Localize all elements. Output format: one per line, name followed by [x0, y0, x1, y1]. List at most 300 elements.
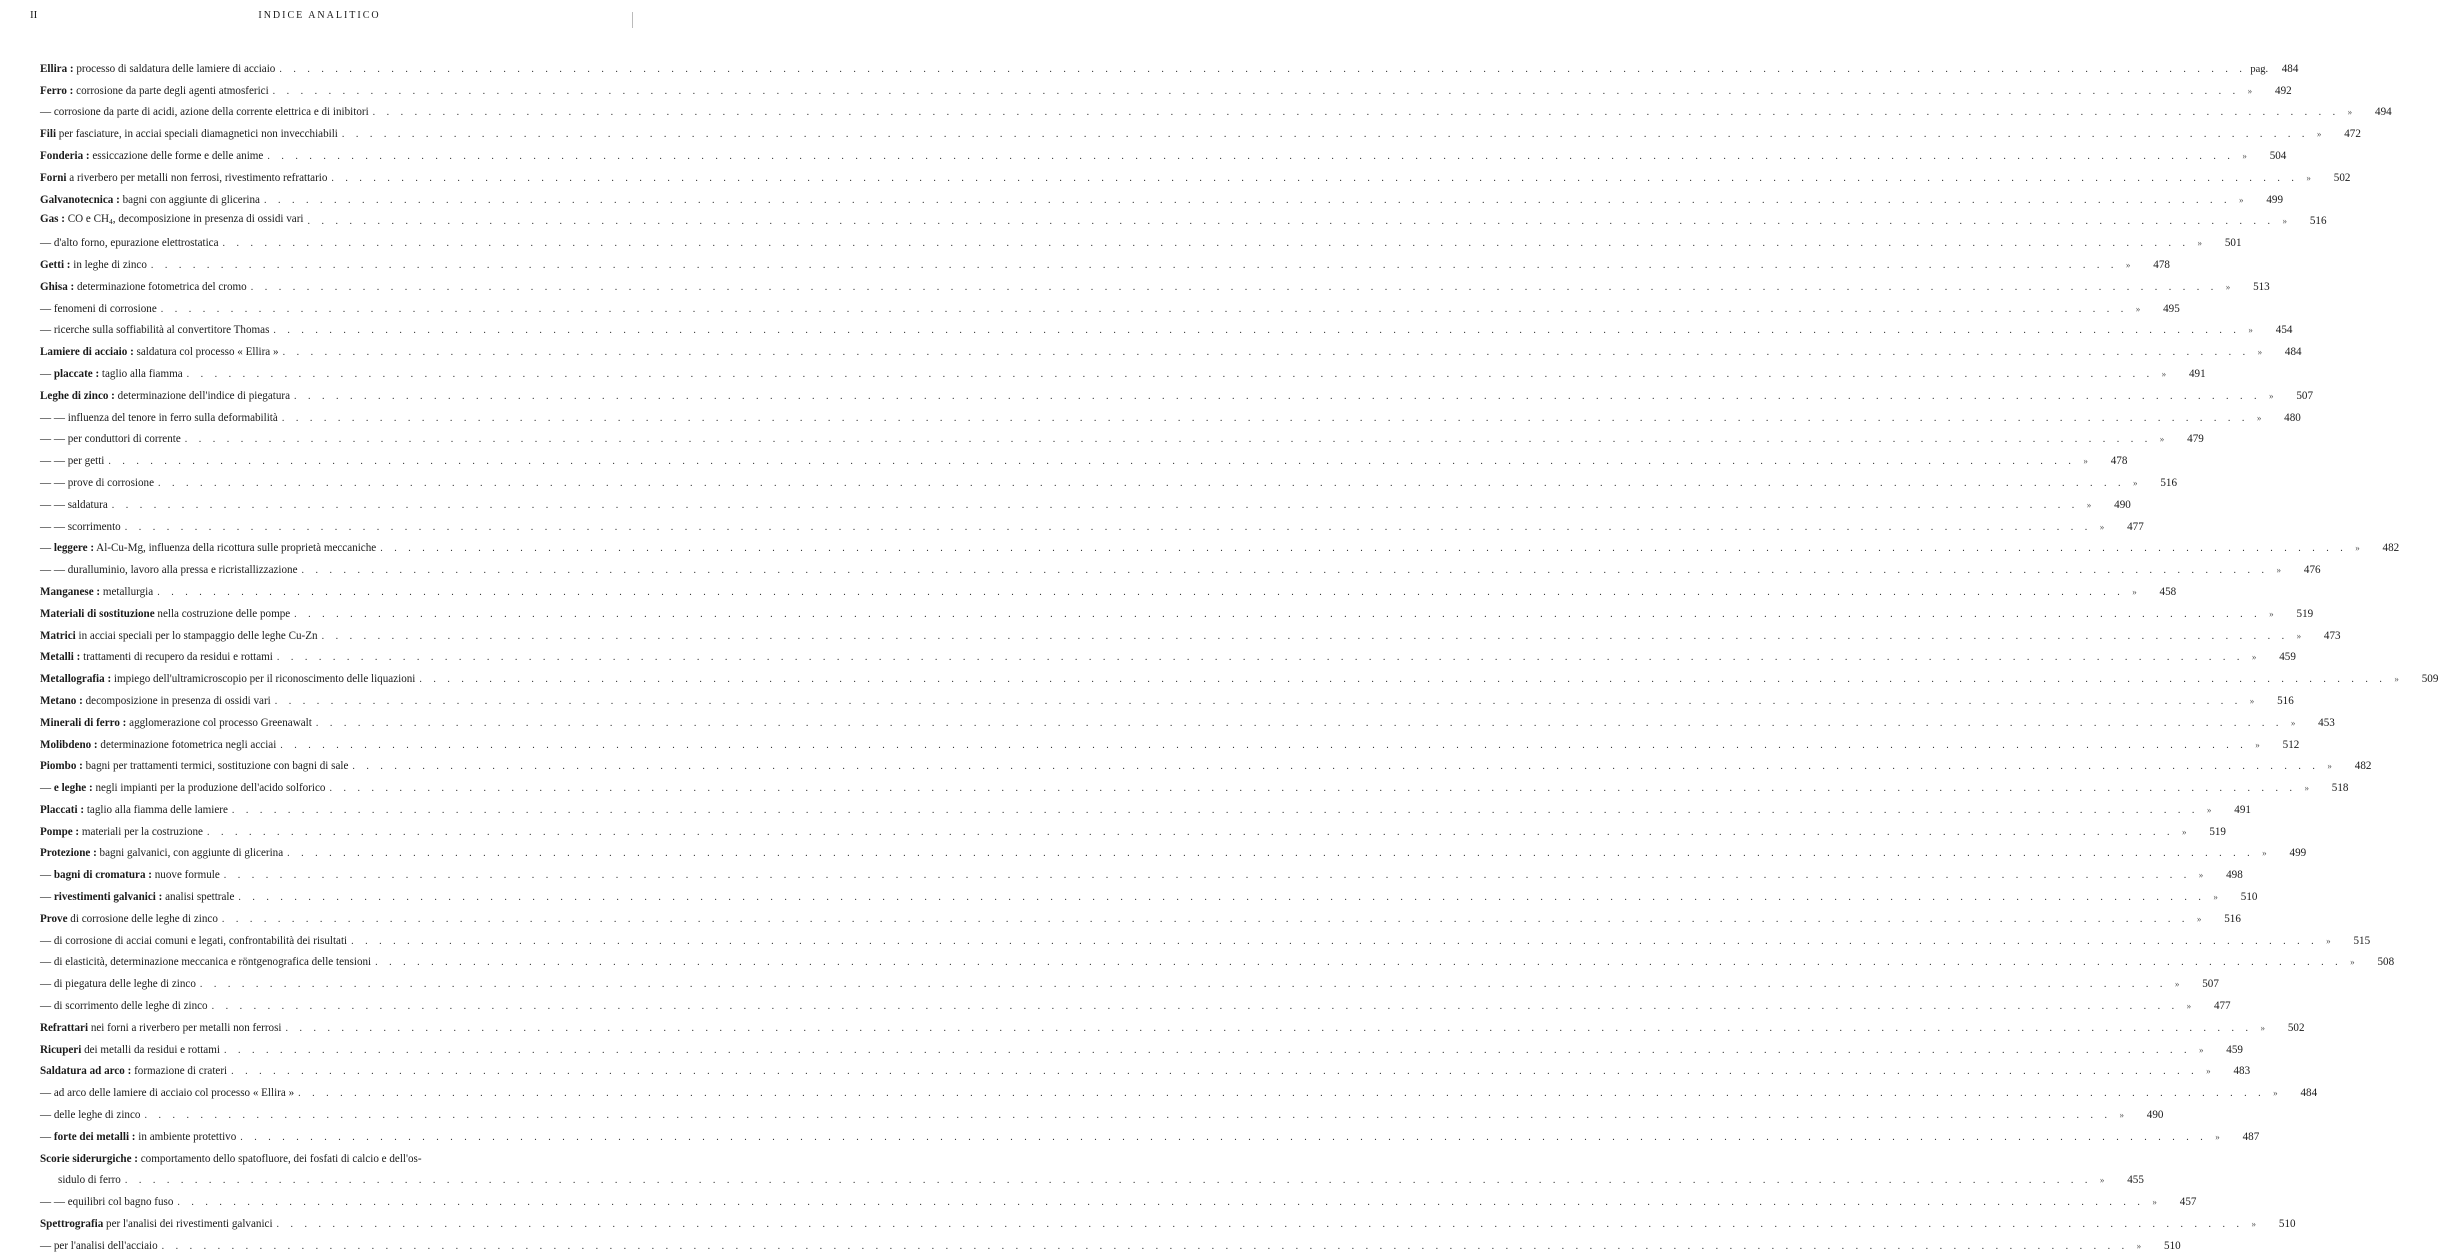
- entry-description: materiali per la costruzione: [79, 825, 203, 838]
- page-number-ref: 472: [2344, 128, 2361, 141]
- entry-description: a riverbero per metalli non ferrosi, rivestimento refrattario: [66, 171, 328, 184]
- entry-text: [40, 477, 154, 490]
- page-number-ref: 477: [2213, 1000, 2231, 1013]
- entry-description: sidulo di ferro: [58, 1174, 121, 1187]
- index-entry: [40, 294, 2180, 316]
- ditto-mark: »: [2132, 586, 2137, 597]
- ditto-mark: »: [2304, 783, 2309, 794]
- index-entry: [40, 664, 2438, 686]
- index-entry: [40, 839, 2307, 861]
- entry-description: — — saldatura: [40, 498, 108, 511]
- leader-dots: [108, 455, 2075, 468]
- index-entry: [40, 1144, 610, 1166]
- page-reference: [2079, 455, 2127, 468]
- entry-term: Minerali di ferro :: [40, 716, 127, 729]
- page-number-ref: 498: [2226, 869, 2243, 882]
- page-number-ref: 509: [2421, 673, 2438, 686]
- leader-dots: [177, 1196, 2144, 1209]
- index-entry: [40, 1187, 2197, 1209]
- leader-dots: [267, 150, 2234, 163]
- entry-text: [40, 1196, 173, 1209]
- entry-description-cont: , decomposizione in presenza di ossidi vari: [112, 213, 304, 226]
- entry-term: Scorie siderurgiche :: [40, 1152, 138, 1165]
- page-number-ref: 490: [2146, 1109, 2164, 1122]
- page-number-ref: 478: [2110, 455, 2128, 468]
- index-entry: [40, 882, 2258, 904]
- page-reference: [2096, 521, 2144, 534]
- entry-description: nuove formule: [151, 869, 220, 882]
- index-entry: [40, 599, 2314, 621]
- page-number-ref: 483: [2233, 1065, 2251, 1078]
- entry-term: forte dei metalli :: [53, 1130, 136, 1143]
- entry-description: — fenomeni di corrosione: [40, 302, 157, 315]
- entry-description: per l'analisi dei rivestimenti galvanici: [103, 1218, 273, 1231]
- entry-text: [40, 935, 347, 948]
- page-number-ref: 510: [2278, 1218, 2296, 1231]
- page-number-ref: 454: [2275, 324, 2293, 337]
- page-reference: [2248, 651, 2296, 664]
- entry-description: — di scorrimento delle leghe di zinco: [40, 1000, 208, 1013]
- entry-description: nella costruzione delle pompe: [154, 607, 291, 620]
- page-reference: [2254, 346, 2302, 359]
- entry-text: [40, 390, 290, 403]
- leader-dots: [351, 935, 2318, 948]
- index-entry: [40, 708, 2335, 730]
- entry-term: placcate :: [53, 367, 100, 380]
- leader-dots: [224, 869, 2191, 882]
- page-number-ref: 477: [2127, 520, 2144, 533]
- leader-dots: [308, 215, 2275, 228]
- index-entry: [40, 381, 2314, 403]
- entry-text: [40, 956, 371, 969]
- page-number-ref: 519: [2209, 825, 2226, 838]
- index-entry: [40, 1078, 2318, 1100]
- index-entry: [40, 752, 2372, 774]
- entry-term: Metalli :: [40, 651, 81, 664]
- entry-term: Refrattari: [40, 1021, 89, 1034]
- ditto-mark: »: [2197, 238, 2203, 249]
- ditto-mark: »: [2248, 325, 2253, 336]
- entry-lead-dash: —: [40, 869, 54, 882]
- ditto-mark: »: [2133, 477, 2138, 488]
- leader-dots: [280, 739, 2247, 752]
- page-number-ref: 459: [2279, 651, 2296, 664]
- entry-description: — ricerche sulla soffiabilità al convertitore Thomas: [40, 324, 270, 337]
- page-number-ref: 519: [2296, 607, 2314, 620]
- page-reference: [2248, 1218, 2296, 1231]
- ditto-mark: »: [2394, 674, 2399, 685]
- entry-description: taglio alla fiamma delle lamiere: [84, 803, 228, 816]
- page-number-ref: 508: [2377, 956, 2395, 969]
- index-entry: [40, 207, 2327, 229]
- entry-description: — ad arco delle lamiere di acciaio col processo « Ellira »: [40, 1087, 295, 1100]
- page-reference: [2203, 804, 2251, 817]
- entry-description: taglio alla fiamma: [99, 367, 183, 380]
- entry-text: [40, 499, 108, 512]
- entry-term: Spettrografia: [40, 1218, 104, 1231]
- ditto-mark: »: [2238, 194, 2244, 205]
- entry-lead-dash: —: [40, 891, 54, 904]
- page-number-ref: 476: [2303, 564, 2321, 577]
- page-reference: [2250, 63, 2298, 76]
- index-entry: [40, 98, 2392, 120]
- entry-text: [40, 1000, 208, 1013]
- ditto-mark: »: [2174, 979, 2180, 990]
- page-reference: [2302, 172, 2350, 185]
- ditto-mark: »: [2251, 1219, 2257, 1230]
- page-number-ref: 453: [2318, 716, 2335, 729]
- index-entry: [40, 185, 2283, 207]
- index-entry: [40, 534, 2400, 556]
- index-entry: [40, 54, 2299, 76]
- entry-text: [40, 303, 157, 316]
- entry-term: Leghe di zinco :: [40, 389, 115, 402]
- page-reference: [2265, 390, 2313, 403]
- entry-text: [40, 651, 273, 664]
- page-abbrev: pag.: [2250, 63, 2269, 75]
- page-number-ref: 513: [2253, 280, 2270, 293]
- entry-description: — — prove di corrosione: [40, 476, 154, 489]
- leader-dots: [373, 106, 2340, 119]
- entry-description: bagni con aggiunte di glicerina: [119, 193, 260, 206]
- ditto-mark: »: [2255, 739, 2260, 750]
- page-reference: [2133, 1240, 2181, 1253]
- index-entry: [40, 686, 2294, 708]
- page-reference: [2158, 368, 2206, 381]
- entry-description: nei forni a riverbero per metalli non ferrosi: [88, 1021, 282, 1034]
- entry-lead-dash: —: [40, 782, 54, 795]
- entry-text: [40, 804, 228, 817]
- ditto-mark: »: [2296, 630, 2302, 641]
- page-reference: [2211, 1131, 2259, 1144]
- ditto-mark: »: [2290, 717, 2296, 728]
- entry-text: [40, 455, 104, 468]
- entry-text: [40, 281, 247, 294]
- entry-text: [40, 412, 278, 425]
- leader-dots: [238, 891, 2205, 904]
- entry-description: saldatura col processo « Ellira »: [133, 346, 279, 359]
- entry-text: [40, 695, 271, 708]
- index-entry: [40, 1122, 2260, 1144]
- page-reference: [2244, 324, 2292, 337]
- entry-description: — d'alto forno, epurazione elettrostatica: [40, 237, 219, 250]
- page-number-ref: 484: [2300, 1087, 2318, 1100]
- ditto-mark: »: [2282, 216, 2287, 227]
- page-number-ref: 473: [2323, 629, 2341, 642]
- entry-term: Materiali di sostituzione: [40, 607, 155, 620]
- index-entry: [40, 1035, 2243, 1057]
- entry-text: [40, 739, 276, 752]
- entry-term: Molibdeno :: [40, 738, 98, 751]
- entry-text: [40, 1131, 236, 1144]
- page-reference: [2265, 608, 2313, 621]
- index-entry: [40, 76, 2292, 98]
- entry-description: — — scorrimento: [40, 520, 121, 533]
- page-number-ref: 482: [2382, 542, 2400, 555]
- entry-text: [40, 1087, 294, 1100]
- page-number-ref: 516: [2309, 215, 2327, 228]
- index-entry: [40, 860, 2243, 882]
- ditto-mark: »: [2196, 913, 2202, 924]
- leader-dots: [294, 608, 2261, 621]
- index-entry: [40, 926, 2371, 948]
- entry-text: [40, 85, 269, 98]
- leader-dots: [125, 521, 2092, 534]
- ditto-mark: »: [2119, 1110, 2124, 1121]
- ditto-mark: »: [2276, 565, 2282, 576]
- page-number-ref: 512: [2282, 738, 2300, 751]
- index-entry: [40, 141, 2287, 163]
- ditto-mark: »: [2249, 695, 2255, 706]
- ditto-mark: »: [2251, 652, 2257, 663]
- page-reference: [2293, 630, 2341, 643]
- index-entry: [40, 425, 2204, 447]
- leader-dots: [277, 1218, 2244, 1231]
- index-entry: [40, 773, 2349, 795]
- ditto-mark: »: [2273, 1088, 2278, 1099]
- page-number-ref: 458: [2159, 585, 2177, 598]
- page-number-ref: 499: [2289, 847, 2307, 860]
- entry-text: [40, 1218, 273, 1231]
- ditto-mark: »: [2269, 608, 2274, 619]
- page-number-ref: 494: [2375, 106, 2392, 119]
- ditto-mark: »: [2198, 870, 2204, 881]
- entry-text: [40, 608, 290, 621]
- index-entries: [40, 54, 2438, 1253]
- ditto-mark: »: [2125, 259, 2131, 270]
- page-number-ref: 482: [2354, 760, 2372, 773]
- entry-term: Lamiere di acciaio :: [40, 346, 134, 359]
- entry-description: determinazione fotometrica del cromo: [74, 280, 247, 293]
- entry-text: [40, 150, 263, 163]
- leader-dots: [287, 847, 2254, 860]
- ditto-mark: »: [2242, 150, 2247, 161]
- entry-text: [40, 673, 415, 686]
- index-entry: [40, 1231, 2181, 1253]
- page-reference: [2257, 1022, 2305, 1035]
- entry-description: — di piegatura delle leghe di zinco: [40, 978, 196, 991]
- entry-text: [40, 847, 283, 860]
- entry-term: Galvanotecnica :: [40, 193, 120, 206]
- leader-dots: [286, 1022, 2253, 1035]
- entry-term: Ellira :: [40, 62, 74, 75]
- entry-term: Ricuperi: [40, 1043, 82, 1056]
- leader-dots: [187, 368, 2154, 381]
- entry-text: [40, 978, 196, 991]
- page-reference: [2171, 978, 2219, 991]
- page-title: INDICE ANALITICO: [258, 10, 381, 21]
- index-entry: [40, 468, 2177, 490]
- leader-dots: [200, 978, 2167, 991]
- entry-term: rivestimenti galvanici :: [53, 891, 163, 904]
- page-number-ref: 502: [2287, 1021, 2305, 1034]
- ditto-mark: »: [2256, 412, 2262, 423]
- index-entry: [40, 228, 2242, 250]
- page-number-ref: 459: [2226, 1043, 2243, 1056]
- leader-dots: [352, 760, 2319, 773]
- entry-description: trattamenti di recupero da residui e rottami: [80, 651, 273, 664]
- ditto-mark: »: [2186, 1001, 2192, 1012]
- entry-term: Prove: [40, 912, 68, 925]
- index-entry: [40, 490, 2131, 512]
- page-number-ref: 479: [2187, 433, 2204, 446]
- leader-dots: [375, 956, 2342, 969]
- leader-dots: [419, 673, 2386, 686]
- index-entry: [40, 512, 2144, 534]
- ditto-mark: »: [2327, 761, 2332, 772]
- entry-term: Gas :: [40, 213, 65, 226]
- entry-text: [40, 586, 153, 599]
- leader-dots: [144, 1109, 2111, 1122]
- page-number: II: [30, 9, 38, 21]
- entry-text: [40, 324, 269, 337]
- entry-term: bagni di cromatura :: [53, 869, 152, 882]
- entry-description: bagni galvanici, con aggiunte di glicerina: [96, 847, 284, 860]
- entry-text: [40, 1065, 227, 1078]
- index-entry: [40, 272, 2270, 294]
- page-reference: [2209, 891, 2257, 904]
- entry-text: [40, 433, 181, 446]
- index-entry: [40, 1209, 2296, 1231]
- ditto-mark: »: [2355, 543, 2360, 554]
- leader-dots: [302, 564, 2269, 577]
- entry-description: dei metalli da residui e rottami: [81, 1043, 220, 1056]
- index-entry: [40, 991, 2231, 1013]
- entry-text: [40, 106, 369, 119]
- index-entry: [40, 403, 2301, 425]
- ditto-mark: »: [2213, 892, 2218, 903]
- page-reference: [2253, 412, 2301, 425]
- entry-term: e leghe :: [53, 782, 93, 795]
- entry-description: — corrosione da parte di acidi, azione della corrente elettrica e di inibitori: [40, 106, 369, 119]
- page-number-ref: 510: [2240, 891, 2258, 904]
- entry-description: — — per conduttori di corrente: [40, 433, 181, 446]
- page-reference: [2322, 935, 2370, 948]
- ditto-mark: »: [2135, 303, 2141, 314]
- entry-lead-dash: —: [40, 542, 54, 555]
- entry-term: Pompe :: [40, 825, 80, 838]
- entry-text: [40, 782, 325, 795]
- page-reference: [2148, 1196, 2196, 1209]
- page-reference: [2193, 913, 2241, 926]
- leader-dots: [207, 826, 2174, 839]
- entry-text: [40, 237, 219, 250]
- entry-term: Placcati :: [40, 803, 85, 816]
- page-number-ref: 507: [2202, 978, 2219, 991]
- entry-description: — delle leghe di zinco: [40, 1109, 141, 1122]
- page-reference: [2096, 1174, 2144, 1187]
- ditto-mark: »: [2161, 368, 2167, 379]
- page-reference: [2129, 477, 2177, 490]
- index-entry: [40, 948, 2395, 970]
- entry-description: — — per getti: [40, 455, 105, 468]
- entry-text: [40, 891, 234, 904]
- leader-dots: [212, 1000, 2179, 1013]
- page-number-ref: 457: [2179, 1196, 2197, 1209]
- leader-dots: [112, 499, 2079, 512]
- entry-term: Saldatura ad arco :: [40, 1065, 132, 1078]
- index-entry: [40, 643, 2296, 665]
- entry-term: Protezione :: [40, 847, 97, 860]
- ditto-mark: »: [2269, 390, 2274, 401]
- page-number-ref: 492: [2275, 84, 2292, 97]
- page-reference: [2244, 85, 2292, 98]
- leader-dots: [162, 1240, 2129, 1253]
- entry-description: determinazione dell'indice di piegatura: [114, 389, 291, 402]
- ditto-mark: »: [2099, 521, 2105, 532]
- leader-dots: [273, 324, 2240, 337]
- page-number-ref: 518: [2331, 782, 2349, 795]
- entry-description: — di elasticità, determinazione meccanica e röntgenografica delle tensioni: [40, 956, 372, 969]
- page-number-ref: 484: [2284, 346, 2302, 359]
- index-entry: [40, 1100, 2164, 1122]
- entry-text: [40, 128, 338, 141]
- leader-dots: [231, 1065, 2198, 1078]
- entry-description: determinazione fotometrica negli acciai: [97, 738, 277, 751]
- entry-term: Metallografia :: [40, 673, 112, 686]
- entry-text: [40, 542, 376, 555]
- page-reference: [2258, 847, 2306, 860]
- entry-description: bagni per trattamenti termici, sostituzione con bagni di sale: [82, 760, 349, 773]
- page-number-ref: 499: [2266, 193, 2283, 206]
- entry-term: Manganese :: [40, 585, 101, 598]
- ditto-mark: »: [2350, 957, 2355, 968]
- index-entry: [40, 795, 2251, 817]
- page-number-ref: 455: [2127, 1174, 2144, 1187]
- entry-description: comportamento dello spatofluore, dei fosfati di calcio e dell'os-: [137, 1152, 422, 1165]
- page-number-ref: 490: [2114, 498, 2131, 511]
- leader-dots: [157, 586, 2124, 599]
- ditto-mark: »: [2159, 434, 2165, 445]
- entry-description: — — influenza del tenore in ferro sulla deformabilità: [40, 411, 278, 424]
- page-reference: [2122, 259, 2170, 272]
- leader-dots: [161, 303, 2128, 316]
- page-number-ref: 487: [2242, 1130, 2260, 1143]
- ditto-mark: »: [2152, 1197, 2157, 1208]
- page-reference: [2273, 564, 2321, 577]
- page-reference: [2344, 106, 2392, 119]
- index-entry: [40, 1166, 2144, 1188]
- entry-text: [40, 826, 203, 839]
- page-number-ref: 516: [2277, 694, 2294, 707]
- ditto-mark: »: [2086, 499, 2092, 510]
- page-reference: [2351, 542, 2399, 555]
- page-reference: [2246, 695, 2294, 708]
- leader-dots: [273, 85, 2240, 98]
- page-reference: [2287, 717, 2335, 730]
- leader-dots: [331, 172, 2298, 185]
- page-reference: [2195, 1044, 2243, 1057]
- index-entry: [40, 817, 2226, 839]
- index-entry: [40, 1013, 2305, 1035]
- entry-text: [40, 869, 220, 882]
- index-entry: [40, 1057, 2251, 1079]
- entry-term: Ferro :: [40, 84, 74, 97]
- page-reference: [2083, 499, 2131, 512]
- entry-subscript: 4: [109, 217, 113, 227]
- page-number-ref: 491: [2189, 367, 2206, 380]
- page-number-ref: 507: [2296, 389, 2314, 402]
- page-reference: [2346, 956, 2394, 969]
- index-entry: [40, 577, 2177, 599]
- index-entry: [40, 337, 2302, 359]
- entry-description: formazione di crateri: [131, 1065, 228, 1078]
- leader-dots: [223, 237, 2190, 250]
- entry-text: [40, 1240, 158, 1253]
- page-reference: [2279, 215, 2327, 228]
- page-reference: [2115, 1109, 2163, 1122]
- entry-description: essiccazione delle forme e delle anime: [89, 149, 264, 162]
